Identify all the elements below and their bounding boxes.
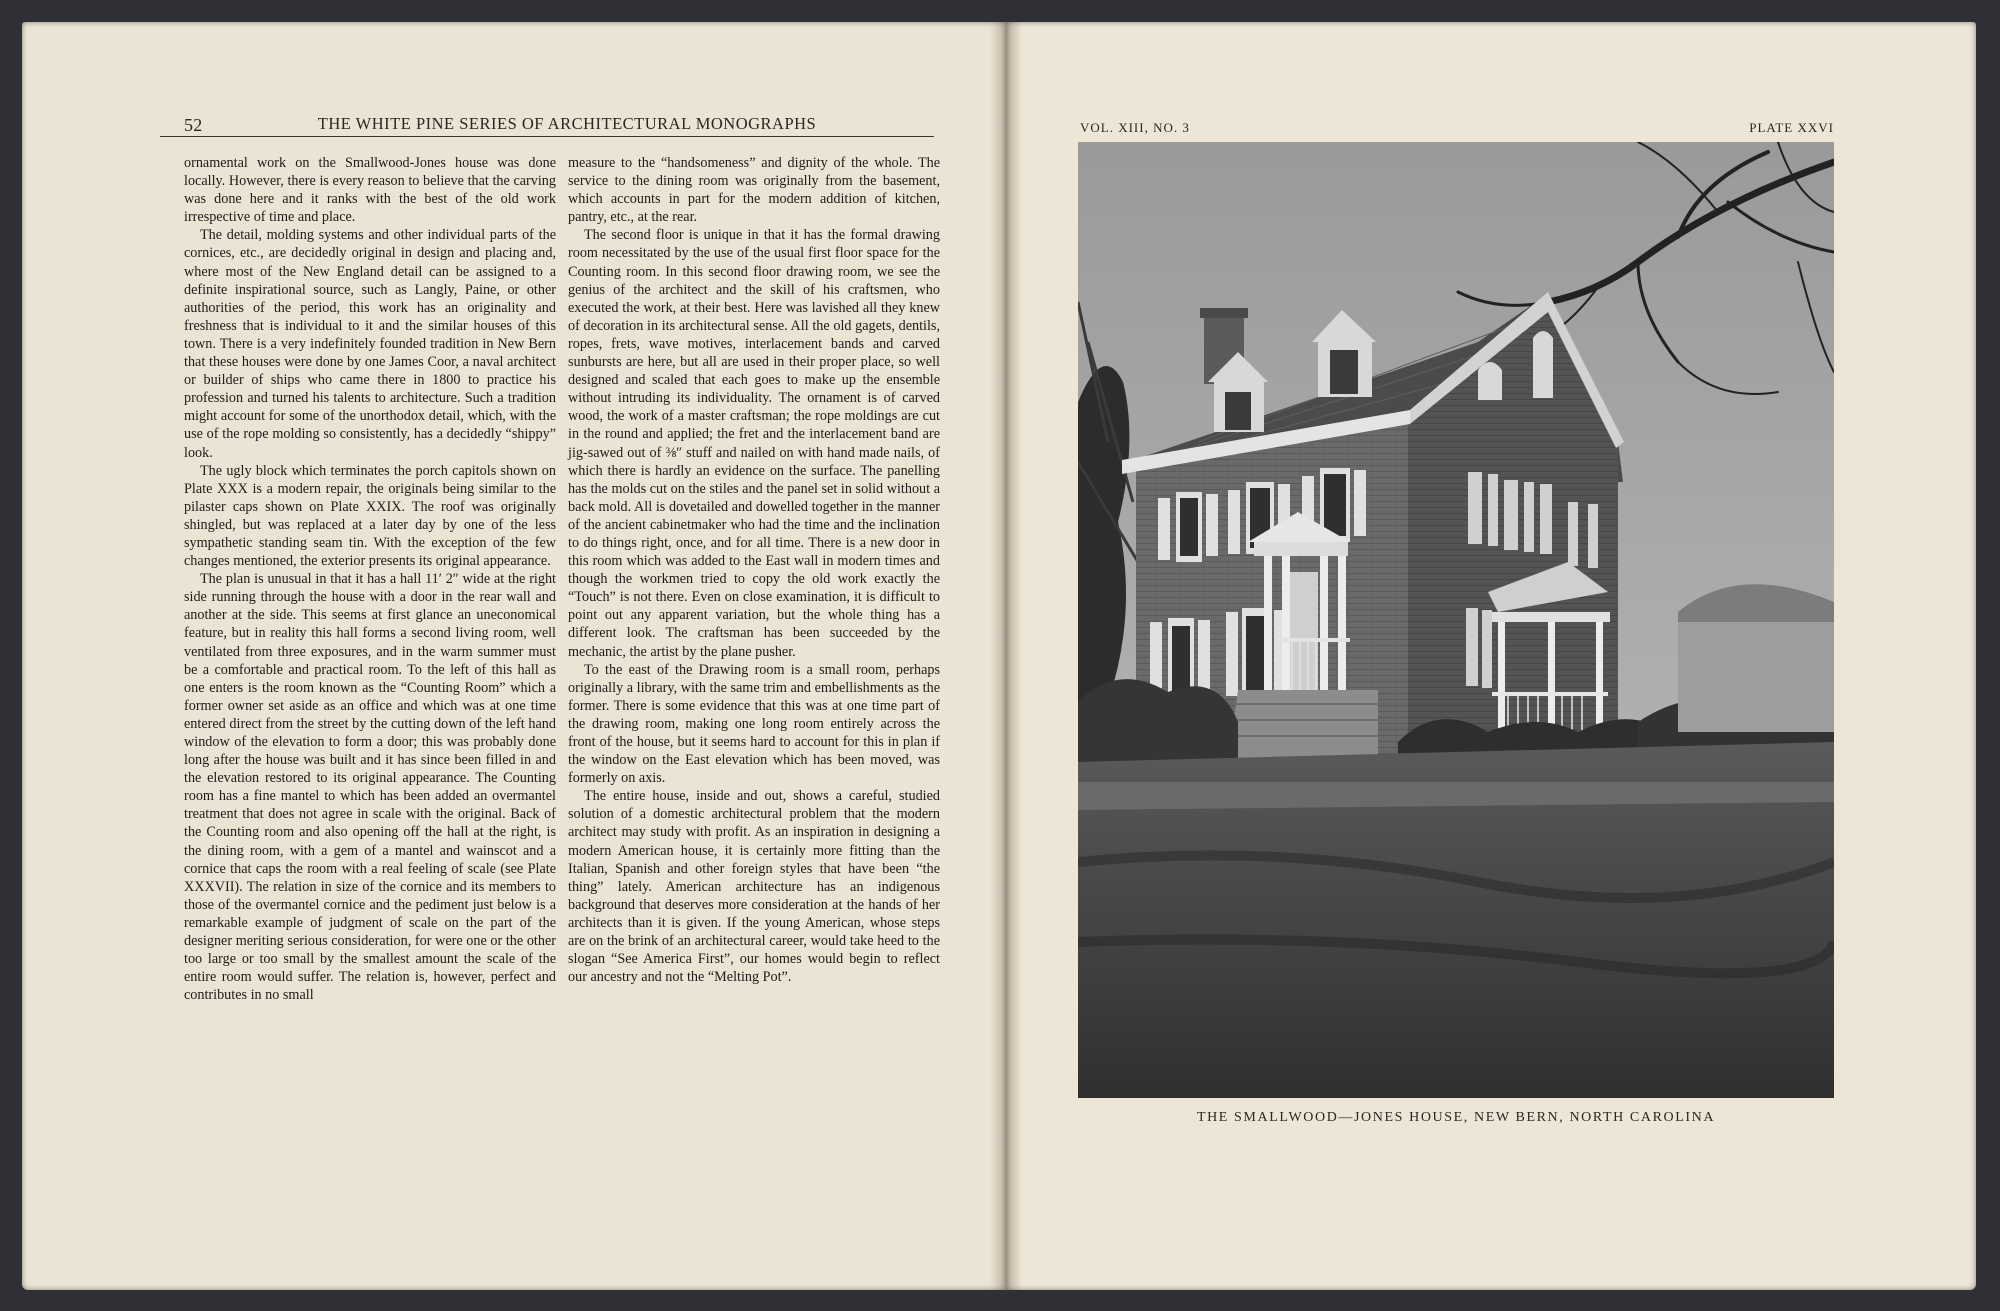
- paragraph: The detail, molding systems and other individual parts of the cornices, etc., are decidedly original in design and placing and, where most of the New England detail can be assigned to a definite inspirational source, such as Langly, Paine, or other authorities of the period, this work has an originality and freshness that is individual to it and the similar houses of this town. There is a very indefinitely founded tradition in New Bern that these houses were done by one James Coor, a naval architect or builder of ships who came there in 1800 to practice his profession and turned his talents to architecture. Such a tradition might account for some of the unorthodox detail, which, with the use of the rope molding so consistently, has a decidedly “shippy” look.: [184, 227, 556, 461]
- text-column-1: [184, 154, 556, 1004]
- house-illustration: [1078, 142, 1834, 1098]
- paragraph: measure to the “handsomeness” and dignity of the whole. The service to the dining room was originally from the basement, which accounts in part for the modern addition of kitchen, pantry, etc., at the rear.: [568, 155, 940, 226]
- right-page-header: [1080, 120, 1834, 140]
- left-page-header: [160, 110, 934, 137]
- plate-label: PLATE XXVI: [1749, 120, 1834, 135]
- photo-caption: THE SMALLWOOD—JONES HOUSE, NEW BERN, NORTH CAROLINA: [1196, 1110, 1716, 1125]
- paragraph: ornamental work on the Smallwood-Jones house was done locally. However, there is every reason to believe that the carving was done here and it ranks with the best of the old work irrespective of time and place.: [184, 155, 556, 226]
- page-number: 52: [184, 115, 203, 135]
- volume-label: VOL. XIII, NO. 3: [1080, 120, 1190, 135]
- paragraph: To the east of the Drawing room is a small room, perhaps originally a library, with the same trim and embellishments as the former. There is some evidence that this was at one time part of the drawing room, making one long room entirely across the front of the house, but it seems hard to account for this in plan if the window on the East elevation which has been moved, was formerly on axis.: [568, 661, 940, 787]
- paragraph: The entire house, inside and out, shows a careful, studied solution of a domestic architectural problem that the modern architect may study with profit. As an inspiration in designing a modern American house, it is certainly more fitting than the Italian, Spanish and other foreign styles that have been “the thing” lately. American architecture has an indigenous background that deserves more consideration at the hands of her architects than it is given. If the young American, whose steps are on the brink of an architectural career, would take heed to the slogan “See America First”, our homes would begin to reflect our ancestry and not the “Melting Pot”.: [568, 788, 940, 986]
- paragraph: The second floor is unique in that it has the formal drawing room necessitated by the use of the usual first floor space for the Counting room. In this second floor drawing room, we see the genius of the architect and the skill of his craftsmen, who executed the work, at their best. Here was lavished all they knew of decoration in its architectural sense. All the old gagets, dentils, ropes, frets, wave motives, interlacement bands and carved sunbursts are here, but all are used in their proper place, so well designed and scaled that each goes to make up the ensemble without intruding its individuality. The ornament is of carved wood, the work of a master craftsman; the rope moldings are cut in the round and applied; the fret and the interlacement band are jig-sawed out of ⅜″ stuff and nailed on with hand made nails, of which there is hardly an evidence on the surface. The panelling has the molds cut on the stiles and the panel set in solid without a back mold. All is dovetailed and dowelled together in the manner of the ancient cabinetmaker who had the time and the inclination to do things right, once, and for all time. There is a new door in this room which was added to the East wall in modern times and though the workmen tried to copy the old work exactly the “Touch” is not there. Even on close examination, it is difficult to point out any apparent variation, but the whole thing has a different look. The craftsman has been succeeded by the mechanic, the artist by the plane pusher.: [568, 227, 940, 660]
- paragraph: The ugly block which terminates the porch capitols shown on Plate XXX is a modern repair, the originals being similar to the pilaster caps shown on Plate XXIX. The roof was originally shingled, but was replaced at a later day by one of the less sympathetic standing seam tin. With the exception of the few changes mentioned, the exterior presents its original appearance.: [184, 462, 556, 570]
- text-column-2: [568, 154, 940, 986]
- paragraph: The plan is unusual in that it has a hall 11′ 2″ wide at the right side running through the house with a door in the rear wall and another at the side. This seems at first glance an uneconomical feature, but in reality this hall forms a second living room, well ventilated from three exposures, and in the warm summer must be a comfortable and practical room. To the left of this hall as one enters is the room known as the “Counting Room” which a former owner set aside as an office and which was at one time entered direct from the street by the cutting down of the left hand window of the elevation to form a door; this was probably done long after the house was built and it has since been filled in and the elevation restored to its original appearance. The Counting room has a fine mantel to which has been added an overmantel treatment that does not agree in scale with the original. Back of the Counting room and also opening off the hall at the right, is the dining room, with a gem of a mantel and wainscot and a cornice that caps the room with a real feeling of scale (see Plate XXXVII). The relation in size of the cornice and its members to those of the overmantel cornice and the pediment just below is a remarkable example of judgment of scale on the part of the designer meriting serious consideration, for were one or the other too large or too small by the smallest amount the scale of the entire room would suffer. The relation is, however, perfect and contributes in no small: [184, 571, 556, 1004]
- running-title: THE WHITE PINE SERIES OF ARCHITECTURAL MONOGRAPHS: [317, 114, 817, 133]
- house-photograph: [1078, 142, 1834, 1098]
